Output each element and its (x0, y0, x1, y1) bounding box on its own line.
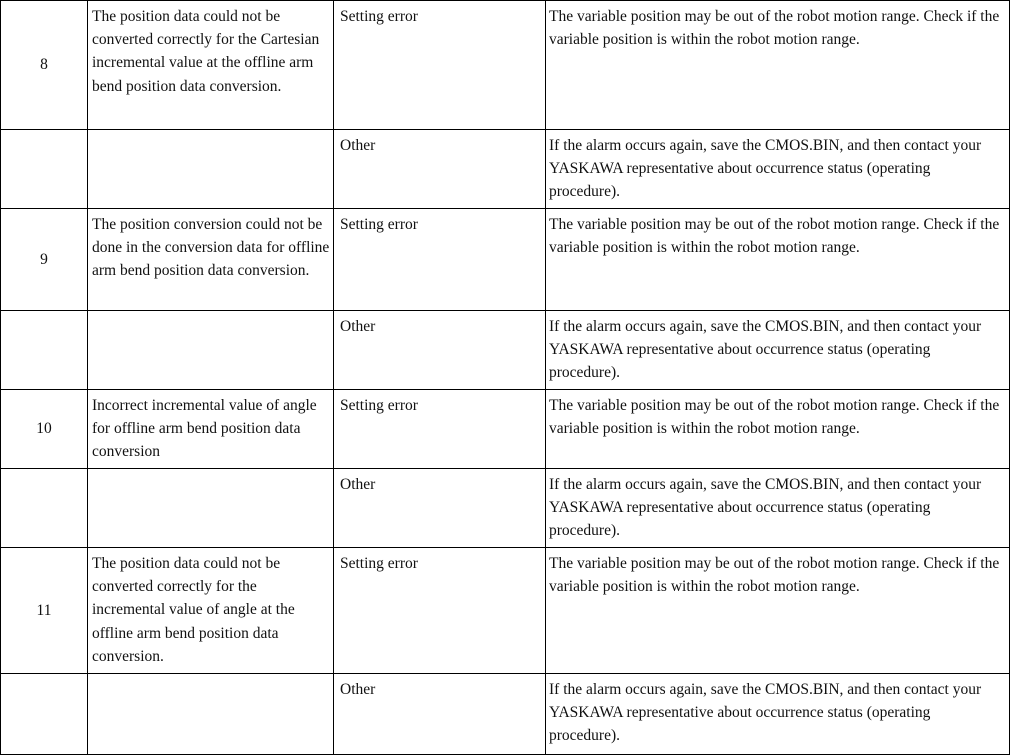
subcode-description-empty (88, 130, 334, 209)
subcode-description: The position conversion could not be done in the conversion data for offline arm bend position data conversion. (88, 209, 334, 311)
subcode-number: 9 (1, 209, 88, 311)
remedy-cell: If the alarm occurs again, save the CMOS.BIN, and then contact your YASKAWA representative about occurrence status (operating procedure). (546, 469, 1010, 548)
subcode-description-empty (88, 469, 334, 548)
subcode-number: 10 (1, 390, 88, 469)
remedy-cell: The variable position may be out of the robot motion range. Check if the variable position is within the robot motion range. (546, 209, 1010, 311)
cause-cell: Setting error (334, 548, 546, 674)
table-row (1, 311, 1010, 390)
remedy-cell: The variable position may be out of the robot motion range. Check if the variable position is within the robot motion range. (546, 390, 1010, 469)
subcode-number-empty (1, 469, 88, 548)
cause-cell: Setting error (334, 209, 546, 311)
remedy-cell: If the alarm occurs again, save the CMOS.BIN, and then contact your YASKAWA representative about occurrence status (operating procedure). (546, 674, 1010, 755)
cause-cell: Other (334, 130, 546, 209)
subcode-description: Incorrect incremental value of angle for offline arm bend position data conversion (88, 390, 334, 469)
subcode-number: 11 (1, 548, 88, 674)
cause-cell: Other (334, 311, 546, 390)
table-row (1, 1, 1010, 130)
subcode-number-empty (1, 674, 88, 755)
subcode-description-empty (88, 311, 334, 390)
table-row (1, 548, 1010, 674)
subcode-description-empty (88, 674, 334, 755)
subcode-description: The position data could not be converted correctly for the Cartesian incremental value at the offline arm bend position data conversion. (88, 1, 334, 130)
table-row (1, 130, 1010, 209)
remedy-cell: The variable position may be out of the robot motion range. Check if the variable position is within the robot motion range. (546, 1, 1010, 130)
subcode-number-empty (1, 311, 88, 390)
remedy-cell: If the alarm occurs again, save the CMOS.BIN, and then contact your YASKAWA representative about occurrence status (operating procedure). (546, 130, 1010, 209)
cause-cell: Other (334, 674, 546, 755)
remedy-cell: The variable position may be out of the robot motion range. Check if the variable position is within the robot motion range. (546, 548, 1010, 674)
cause-cell: Setting error (334, 390, 546, 469)
remedy-cell: If the alarm occurs again, save the CMOS.BIN, and then contact your YASKAWA representative about occurrence status (operating procedure). (546, 311, 1010, 390)
table-row (1, 469, 1010, 548)
subcode-number-empty (1, 130, 88, 209)
table-row (1, 390, 1010, 469)
subcode-description: The position data could not be converted correctly for the incremental value of angle at the offline arm bend position data conversion. (88, 548, 334, 674)
table-row (1, 674, 1010, 755)
table-row (1, 209, 1010, 311)
subcode-number: 8 (1, 1, 88, 130)
cause-cell: Setting error (334, 1, 546, 130)
cause-cell: Other (334, 469, 546, 548)
